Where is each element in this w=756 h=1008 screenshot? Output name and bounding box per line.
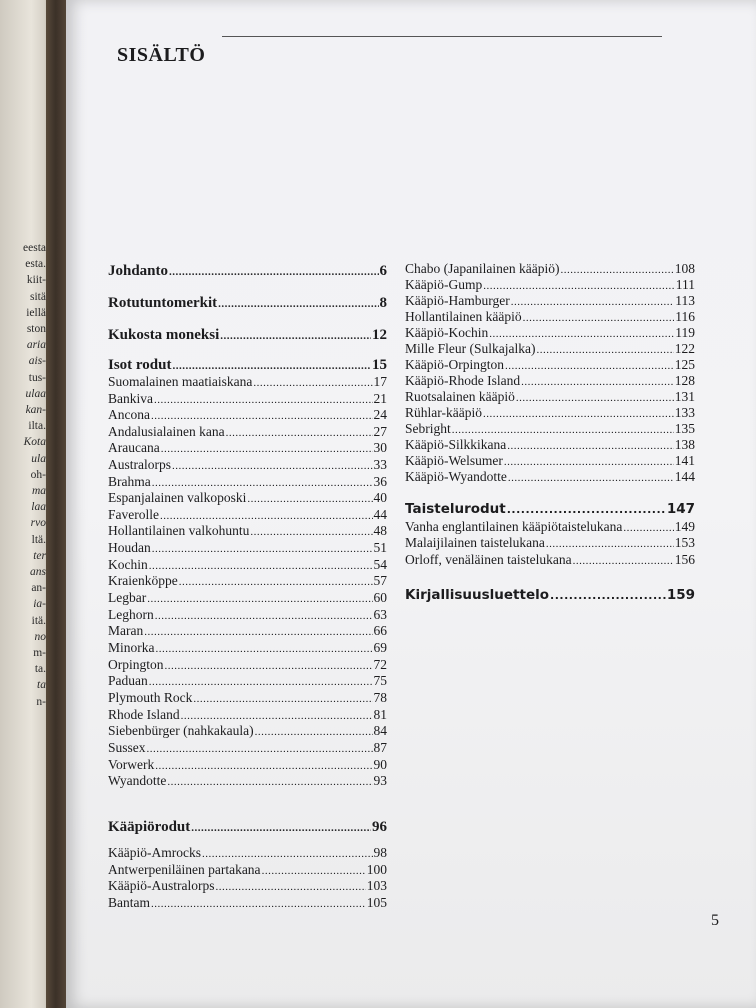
toc-entry-title: Faverolle	[108, 507, 159, 522]
toc-entry-title: Bantam	[108, 895, 150, 910]
toc-entry-title: Wyandotte	[108, 773, 167, 788]
toc-leader-dots	[550, 587, 666, 603]
previous-page-text-fragment: ta	[37, 679, 46, 692]
toc-entry-title: Chabo (Japanilainen kääpiö)	[405, 261, 560, 276]
previous-page-text-fragment: ter	[33, 549, 46, 562]
toc-entry-page: 75	[373, 673, 387, 688]
toc-entry-page: 141	[674, 453, 695, 468]
toc-section-heading	[108, 819, 387, 836]
toc-leader-dots	[173, 357, 372, 374]
toc-entry-title: Kääpiö-Orpington	[405, 357, 504, 372]
toc-entry	[108, 523, 387, 539]
toc-entry-title: Plymouth Rock	[108, 690, 193, 705]
toc-entry-title: Kääpiö-Wyandotte	[405, 469, 507, 484]
toc-entry-title: Kukosta moneksi	[108, 327, 220, 343]
toc-leader-dots	[483, 405, 674, 421]
toc-leader-dots	[151, 895, 366, 911]
toc-entry-title: Kääpiö-Amrocks	[108, 845, 201, 860]
toc-entry-page: 12	[372, 327, 387, 343]
toc-entry	[405, 552, 695, 568]
toc-entry-title: Johdanto	[108, 263, 169, 279]
toc-leader-dots	[169, 263, 378, 280]
toc-leader-dots	[255, 723, 373, 739]
toc-entry	[405, 277, 695, 293]
toc-entry-page: 131	[674, 389, 695, 404]
previous-page-text-fragment: rvo	[30, 517, 46, 530]
toc-entry-page: 27	[373, 424, 387, 439]
toc-entry-title: Paduan	[108, 673, 148, 688]
toc-entry-page: 66	[373, 623, 387, 638]
previous-page-text-fragment: ans	[30, 566, 46, 578]
previous-page-text-fragment: itä.	[31, 614, 46, 627]
toc-entry-page: 122	[674, 341, 695, 356]
toc-entry	[108, 573, 387, 589]
previous-page-text-fragment: no	[34, 630, 46, 643]
toc-entry-title: Kääpiö-Rhode Island	[405, 373, 521, 388]
toc-entry-page: 100	[366, 862, 387, 877]
toc-leader-dots	[507, 437, 674, 453]
toc-entry	[405, 535, 695, 551]
toc-leader-dots	[508, 469, 674, 485]
toc-entry-page: 51	[373, 540, 387, 555]
toc-entry-page: 57	[373, 573, 387, 588]
toc-leader-dots	[546, 535, 674, 551]
toc-leader-dots	[516, 389, 674, 405]
toc-entry-title: Orpington	[108, 657, 164, 672]
toc-entry-title: Ruotsalainen kääpiö	[405, 389, 515, 404]
toc-leader-dots	[504, 453, 674, 469]
toc-entry	[405, 325, 695, 341]
toc-entry	[108, 862, 387, 878]
toc-entry-page: 153	[674, 535, 695, 550]
previous-page-text-fragment: ais-	[28, 355, 46, 368]
toc-entry-page: 113	[675, 293, 695, 308]
toc-leader-dots	[226, 424, 373, 440]
toc-entry-page: 48	[373, 523, 387, 538]
toc-entry-title: Malaijilainen taistelukana	[405, 535, 545, 550]
toc-entry-page: 103	[366, 878, 387, 893]
title-rule	[222, 36, 662, 37]
previous-page-text-fragment: an-	[31, 582, 46, 595]
toc-entry-title: Andalusialainen kana	[108, 424, 225, 439]
toc-entry-title: Brahma	[108, 474, 151, 489]
toc-leader-dots	[202, 845, 373, 861]
toc-leader-dots	[623, 519, 673, 535]
toc-entry	[108, 457, 387, 473]
previous-page-text-fragment: ma	[31, 485, 46, 497]
toc-entry-title: Leghorn	[108, 607, 154, 622]
toc-entry-page: 30	[373, 440, 387, 455]
toc-entry-title: Minorka	[108, 640, 155, 655]
toc-entry	[108, 391, 387, 407]
toc-entry	[108, 557, 387, 573]
toc-entry-page: 108	[674, 261, 695, 276]
toc-entry-title: Isot rodut	[108, 357, 172, 373]
toc-entry-page: 44	[373, 507, 387, 522]
toc-entry-page: 159	[666, 587, 695, 603]
toc-entry-page: 36	[373, 474, 387, 489]
toc-entry-title: Espanjalainen valkoposki	[108, 490, 247, 505]
toc-entry	[405, 469, 695, 485]
toc-entry	[405, 341, 695, 357]
toc-entry-title: Suomalainen maatiaiskana	[108, 374, 253, 389]
toc-entry	[108, 507, 387, 523]
page-title: SISÄLTÖ	[117, 44, 206, 66]
toc-leader-dots	[505, 357, 674, 373]
toc-entry-page: 78	[373, 690, 387, 705]
toc-entry	[108, 440, 387, 456]
toc-entry-page: 128	[674, 373, 695, 388]
toc-entry-page: 96	[372, 819, 387, 835]
toc-entry	[108, 895, 387, 911]
toc-leader-dots	[151, 407, 373, 423]
toc-entry-page: 6	[379, 263, 387, 279]
toc-leader-dots	[247, 490, 372, 506]
page-number: 5	[711, 912, 719, 929]
toc-leader-dots	[250, 523, 372, 539]
toc-entry-title: Kochin	[108, 557, 148, 572]
toc-section-heading	[108, 357, 387, 374]
toc-leader-dots	[147, 740, 373, 756]
toc-entry-page: 147	[666, 501, 695, 517]
toc-leader-dots	[511, 293, 675, 309]
toc-entry-title: Vorwerk	[108, 757, 155, 772]
toc-leader-dots	[149, 673, 373, 689]
toc-leader-dots	[262, 862, 366, 878]
previous-page-text-fragment: laa	[31, 501, 46, 514]
toc-entry-page: 111	[675, 277, 695, 292]
toc-leader-dots	[147, 590, 372, 606]
toc-entry-page: 63	[373, 607, 387, 622]
toc-entry-title: Kääpiörodut	[108, 819, 191, 835]
toc-entry-title: Taistelurodut	[405, 501, 506, 517]
toc-entry	[108, 673, 387, 689]
toc-entry-title: Hollantilainen kääpiö	[405, 309, 522, 324]
toc-section-heading	[405, 501, 695, 517]
toc-section-heading	[108, 327, 387, 344]
toc-entry	[108, 878, 387, 894]
toc-entry-title: Sebright	[405, 421, 451, 436]
toc-leader-dots	[155, 757, 372, 773]
toc-entry-title: Rhode Island	[108, 707, 180, 722]
toc-leader-dots	[191, 819, 371, 836]
toc-entry-page: 90	[373, 757, 387, 772]
toc-entry-title: Kirjallisuusluettelo	[405, 587, 550, 603]
toc-leader-dots	[155, 607, 373, 623]
toc-entry-title: Antwerpeniläinen partakana	[108, 862, 261, 877]
toc-leader-dots	[152, 540, 373, 556]
toc-entry-page: 138	[674, 437, 695, 452]
toc-leader-dots	[154, 391, 373, 407]
toc-entry-page: 84	[373, 723, 387, 738]
toc-leader-dots	[152, 474, 373, 490]
toc-leader-dots	[573, 552, 674, 568]
toc-entry-title: Kääpiö-Hamburger	[405, 293, 510, 308]
toc-entry-title: Mille Fleur (Sulkajalka)	[405, 341, 536, 356]
toc-entry-page: 125	[674, 357, 695, 372]
toc-entry-page: 15	[372, 357, 387, 373]
previous-page-text-fragment: iellä	[26, 306, 46, 319]
toc-entry	[108, 407, 387, 423]
toc-entry	[108, 773, 387, 789]
toc-entry-title: Hollantilainen valkohuntu	[108, 523, 250, 538]
toc-leader-dots	[483, 277, 675, 293]
toc-entry	[405, 389, 695, 405]
toc-entry-title: Orloff, venäläinen taistelukana	[405, 552, 572, 567]
toc-entry	[405, 293, 695, 309]
toc-leader-dots	[489, 325, 674, 341]
toc-entry-page: 24	[373, 407, 387, 422]
toc-entry-page: 133	[674, 405, 695, 420]
toc-entry	[108, 474, 387, 490]
toc-entry-page: 116	[675, 309, 695, 324]
toc-entry	[108, 490, 387, 506]
toc-entry-page: 98	[373, 845, 387, 860]
toc-entry	[108, 757, 387, 773]
toc-entry-page: 81	[373, 707, 387, 722]
toc-leader-dots	[253, 374, 372, 390]
previous-page-text-fragment: Kota	[23, 436, 46, 449]
previous-page-text-fragment: kan-	[25, 404, 46, 416]
toc-leader-dots	[193, 690, 372, 706]
toc-entry-page: 60	[373, 590, 387, 605]
toc-entry-title: Ancona	[108, 407, 150, 422]
toc-entry-page: 156	[674, 552, 695, 567]
toc-leader-dots	[521, 373, 674, 389]
toc-entry-page: 119	[675, 325, 695, 340]
toc-entry	[108, 374, 387, 390]
toc-entry-title: Bankiva	[108, 391, 153, 406]
toc-entry	[108, 607, 387, 623]
toc-entry	[108, 424, 387, 440]
previous-page-text-fragment: aria	[26, 339, 46, 352]
toc-entry-page: 21	[373, 391, 387, 406]
toc-entry-title: Vanha englantilainen kääpiötaistelukana	[405, 519, 623, 534]
toc-entry-title: Kääpiö-Gump	[405, 277, 483, 292]
toc-leader-dots	[144, 623, 372, 639]
contents-page	[66, 0, 756, 1008]
toc-leader-dots	[523, 309, 675, 325]
previous-page-text-fragment: m-	[33, 647, 46, 659]
toc-entry-title: Maran	[108, 623, 144, 638]
toc-leader-dots	[172, 457, 373, 473]
toc-section-heading	[108, 263, 387, 280]
toc-leader-dots	[220, 327, 371, 344]
toc-leader-dots	[149, 557, 373, 573]
toc-entry-title: Australorps	[108, 457, 171, 472]
toc-entry-title: Araucana	[108, 440, 160, 455]
previous-page-text-fragment: ilta.	[28, 420, 46, 433]
toc-leader-dots	[156, 640, 373, 656]
toc-entry-page: 105	[366, 895, 387, 910]
toc-entry	[405, 357, 695, 373]
toc-entry	[108, 623, 387, 639]
toc-entry-page: 40	[373, 490, 387, 505]
toc-entry	[405, 437, 695, 453]
toc-entry-page: 93	[373, 773, 387, 788]
toc-leader-dots	[179, 573, 373, 589]
toc-entry	[108, 723, 387, 739]
toc-entry	[108, 657, 387, 673]
previous-page-text-fragment: ia-	[33, 598, 46, 611]
toc-entry-page: 135	[674, 421, 695, 436]
toc-entry-page: 33	[373, 457, 387, 472]
toc-entry-page: 144	[674, 469, 695, 484]
toc-entry	[405, 519, 695, 535]
toc-entry	[405, 405, 695, 421]
toc-entry-title: Kraienköppe	[108, 573, 178, 588]
toc-entry-title: Kääpiö-Kochin	[405, 325, 489, 340]
toc-entry	[108, 690, 387, 706]
toc-leader-dots	[507, 501, 666, 517]
previous-page-text-fragment: tus-	[28, 371, 46, 384]
toc-entry-page: 149	[674, 519, 695, 534]
toc-entry	[108, 740, 387, 756]
previous-page-text-fragment: eesta	[23, 242, 46, 254]
toc-entry-title: Siebenbürger (nahkakaula)	[108, 723, 254, 738]
toc-section-heading	[108, 295, 387, 312]
toc-entry-page: 54	[373, 557, 387, 572]
toc-entry-page: 17	[373, 374, 387, 389]
toc-entry-page: 87	[373, 740, 387, 755]
previous-page-text-fragment: ston	[26, 323, 46, 335]
toc-entry-page: 8	[379, 295, 387, 311]
toc-entry	[108, 640, 387, 656]
previous-page-text-fragment: kiit-	[26, 274, 46, 287]
previous-page-text-fragment: ltä.	[31, 533, 46, 546]
toc-entry	[108, 845, 387, 861]
previous-page-text-fragment: n-	[36, 695, 46, 708]
toc-leader-dots	[165, 657, 373, 673]
toc-entry-title: Kääpiö-Welsumer	[405, 453, 503, 468]
toc-entry	[405, 261, 695, 277]
toc-entry	[108, 590, 387, 606]
toc-entry	[108, 707, 387, 723]
toc-entry-title: Kääpiö-Australorps	[108, 878, 215, 893]
toc-section-heading	[405, 587, 695, 603]
toc-leader-dots	[161, 440, 373, 456]
toc-entry-title: Kääpiö-Silkkikana	[405, 437, 507, 452]
toc-entry	[405, 421, 695, 437]
toc-leader-dots	[215, 878, 365, 894]
toc-entry-title: Legbar	[108, 590, 147, 605]
toc-entry	[405, 373, 695, 389]
toc-leader-dots	[218, 295, 378, 312]
previous-page-text-fragment: esta.	[25, 258, 46, 271]
toc-entry	[405, 309, 695, 325]
toc-entry	[405, 453, 695, 469]
previous-page-text-fragment: ta.	[34, 663, 46, 676]
toc-entry-title: Rotutuntomerkit	[108, 295, 218, 311]
toc-leader-dots	[452, 421, 674, 437]
previous-page-text-fragment: sitä	[30, 290, 46, 303]
previous-page-text-fragment: ula	[31, 452, 46, 465]
toc-entry	[108, 540, 387, 556]
toc-entry-title: Sussex	[108, 740, 146, 755]
toc-entry-page: 72	[373, 657, 387, 672]
toc-leader-dots	[160, 507, 373, 523]
previous-page-text-fragment: ulaa	[25, 387, 46, 400]
toc-leader-dots	[560, 261, 673, 277]
toc-leader-dots	[181, 707, 373, 723]
toc-entry-title: Rühlar-kääpiö	[405, 405, 482, 420]
previous-page-text-fragment: oh-	[30, 468, 46, 481]
toc-leader-dots	[167, 773, 372, 789]
toc-entry-page: 69	[373, 640, 387, 655]
toc-entry-title: Houdan	[108, 540, 151, 555]
toc-leader-dots	[536, 341, 673, 357]
